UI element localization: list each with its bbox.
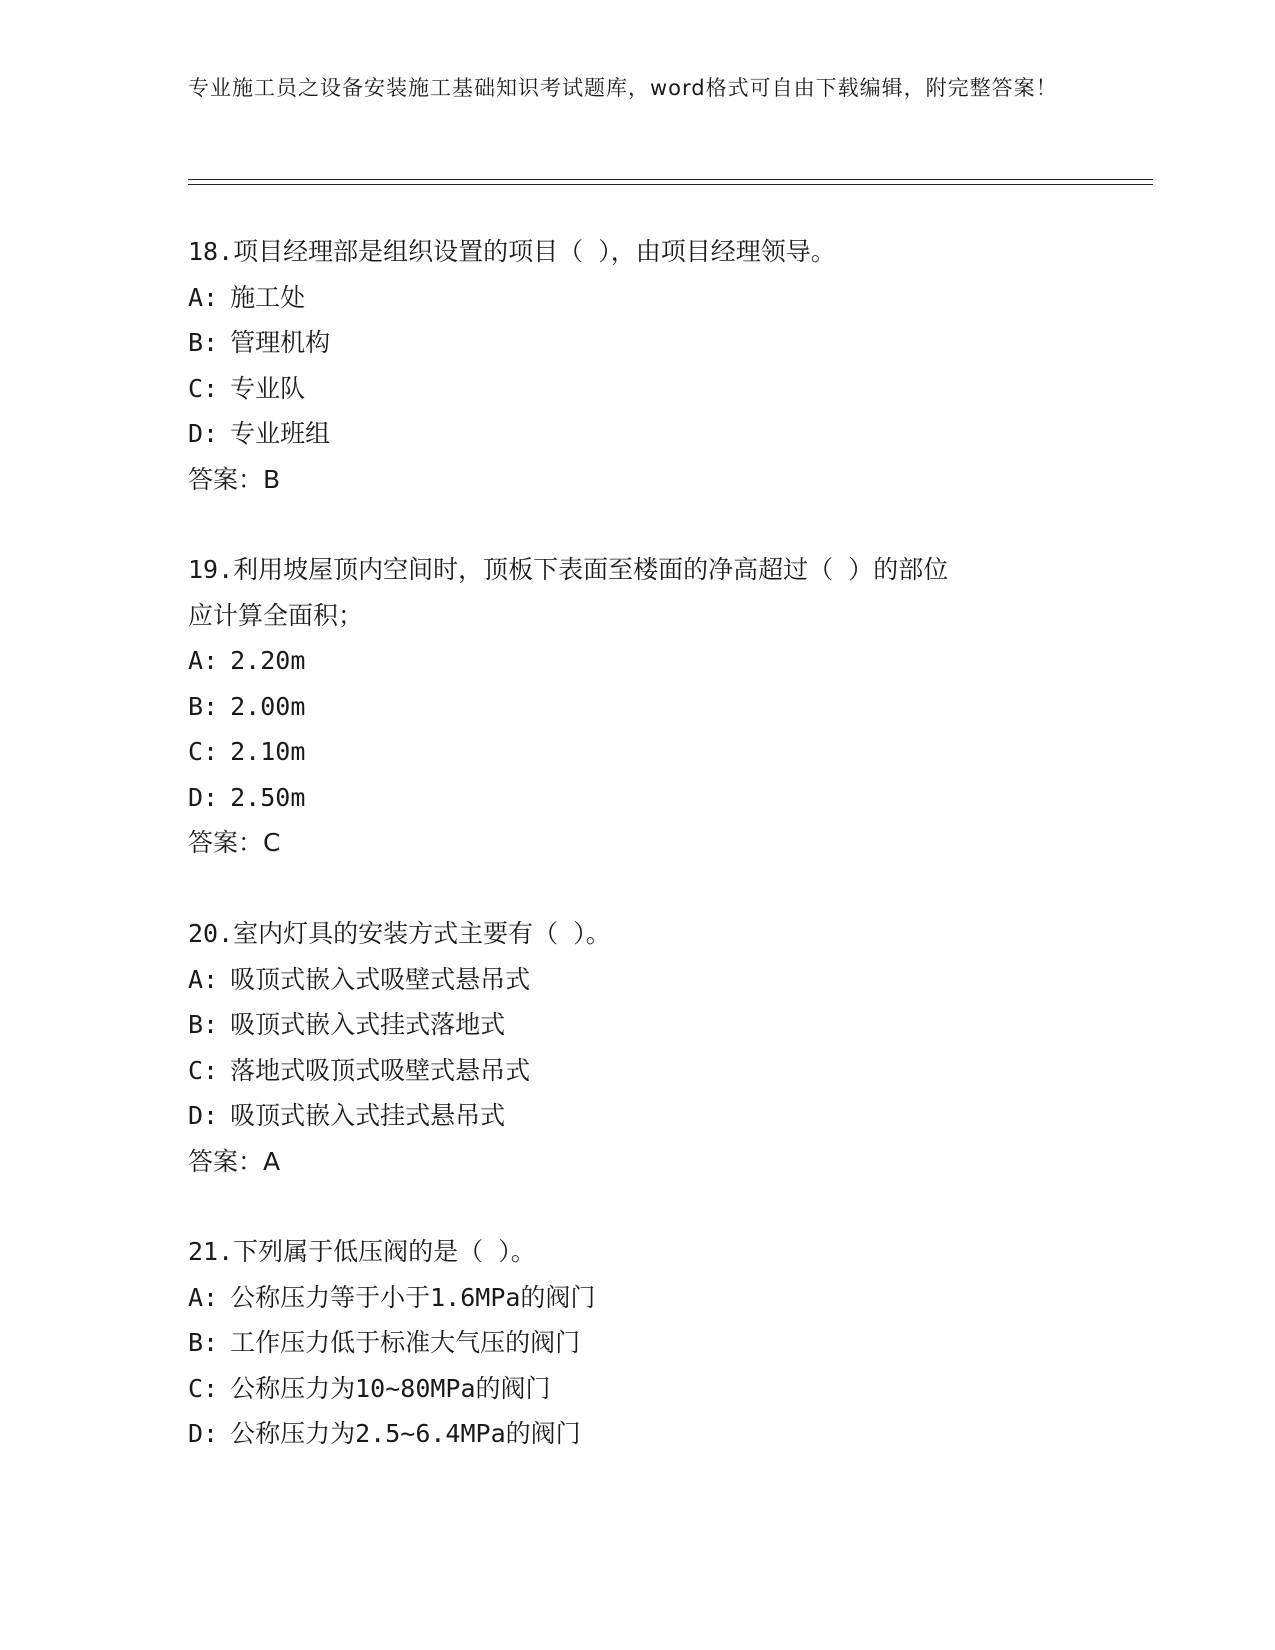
option-key: D: [188, 1419, 219, 1448]
option-b [188, 1002, 1068, 1048]
option-key: A: [188, 282, 219, 312]
option-key: B: [188, 1328, 219, 1357]
question-stem: 18.项目经理部是组织设置的项目（ ），由项目经理领导。 [188, 237, 836, 266]
answer-line: 答案：A [188, 1146, 281, 1176]
option-text: 2.20m [230, 646, 306, 675]
option-b [188, 320, 1068, 366]
option-text: 工作压力低于标准大气压的阀门 [230, 1328, 581, 1357]
option-text: 吸顶式嵌入式挂式悬吊式 [230, 1101, 506, 1130]
option-key: B: [188, 1010, 219, 1039]
option-key: A: [188, 1282, 219, 1312]
question-18 [188, 229, 1068, 502]
option-text: 2.50m [230, 782, 306, 812]
option-key: C: [188, 1055, 219, 1085]
question-stem: 19.利用坡屋顶内空间时，顶板下表面至楼面的净高超过（ ）的部位 [188, 555, 949, 584]
option-key: C: [188, 1373, 219, 1403]
document-header-text: 专业施工员之设备安装施工基础知识考试题库，word格式可自由下载编辑，附完整答案！ [188, 76, 1058, 100]
question-stem: 21.下列属于低压阀的是（ ）。 [188, 1237, 536, 1266]
option-c [188, 729, 1068, 775]
option-a [188, 275, 1068, 321]
option-key: C: [188, 737, 219, 766]
answer-line: 答案：B [188, 464, 281, 494]
option-d [188, 1411, 1068, 1457]
option-text: 吸顶式嵌入式吸壁式悬吊式 [230, 964, 531, 994]
question-stem-continued: 应计算全面积； [188, 600, 364, 630]
option-b [188, 1320, 1068, 1366]
option-a [188, 638, 1068, 684]
header-divider-bottom [188, 184, 1153, 185]
option-text: 施工处 [230, 282, 306, 312]
question-stem: 20.室内灯具的安装方式主要有（ ）。 [188, 919, 611, 948]
option-text: 吸顶式嵌入式挂式落地式 [230, 1010, 506, 1039]
option-d [188, 775, 1068, 821]
header-divider-top [188, 179, 1153, 180]
option-key: D: [188, 419, 219, 448]
option-key: A: [188, 964, 219, 994]
option-c [188, 366, 1068, 412]
option-key: D: [188, 1101, 219, 1130]
option-text: 管理机构 [230, 328, 331, 357]
option-key: B: [188, 328, 219, 357]
option-d [188, 411, 1068, 457]
option-key: A: [188, 646, 219, 675]
question-21 [188, 1229, 1068, 1457]
option-text: 2.10m [230, 737, 306, 766]
question-19 [188, 547, 1068, 866]
option-b [188, 684, 1068, 730]
option-text: 2.00m [230, 691, 306, 721]
option-a [188, 957, 1068, 1003]
option-key: C: [188, 373, 219, 403]
answer-line: 答案：C [188, 828, 281, 857]
option-a [188, 1275, 1068, 1321]
option-c [188, 1366, 1068, 1412]
option-text: 落地式吸顶式吸壁式悬吊式 [230, 1055, 531, 1085]
option-text: 专业班组 [230, 419, 331, 448]
option-d [188, 1093, 1068, 1139]
option-key: D: [188, 782, 219, 812]
option-text: 专业队 [230, 373, 306, 403]
option-text: 公称压力为10~80MPa的阀门 [230, 1373, 551, 1403]
option-c [188, 1048, 1068, 1094]
option-text: 公称压力等于小于1.6MPa的阀门 [230, 1282, 596, 1312]
question-20 [188, 911, 1068, 1184]
option-key: B: [188, 691, 219, 721]
option-text: 公称压力为2.5~6.4MPa的阀门 [230, 1419, 581, 1448]
